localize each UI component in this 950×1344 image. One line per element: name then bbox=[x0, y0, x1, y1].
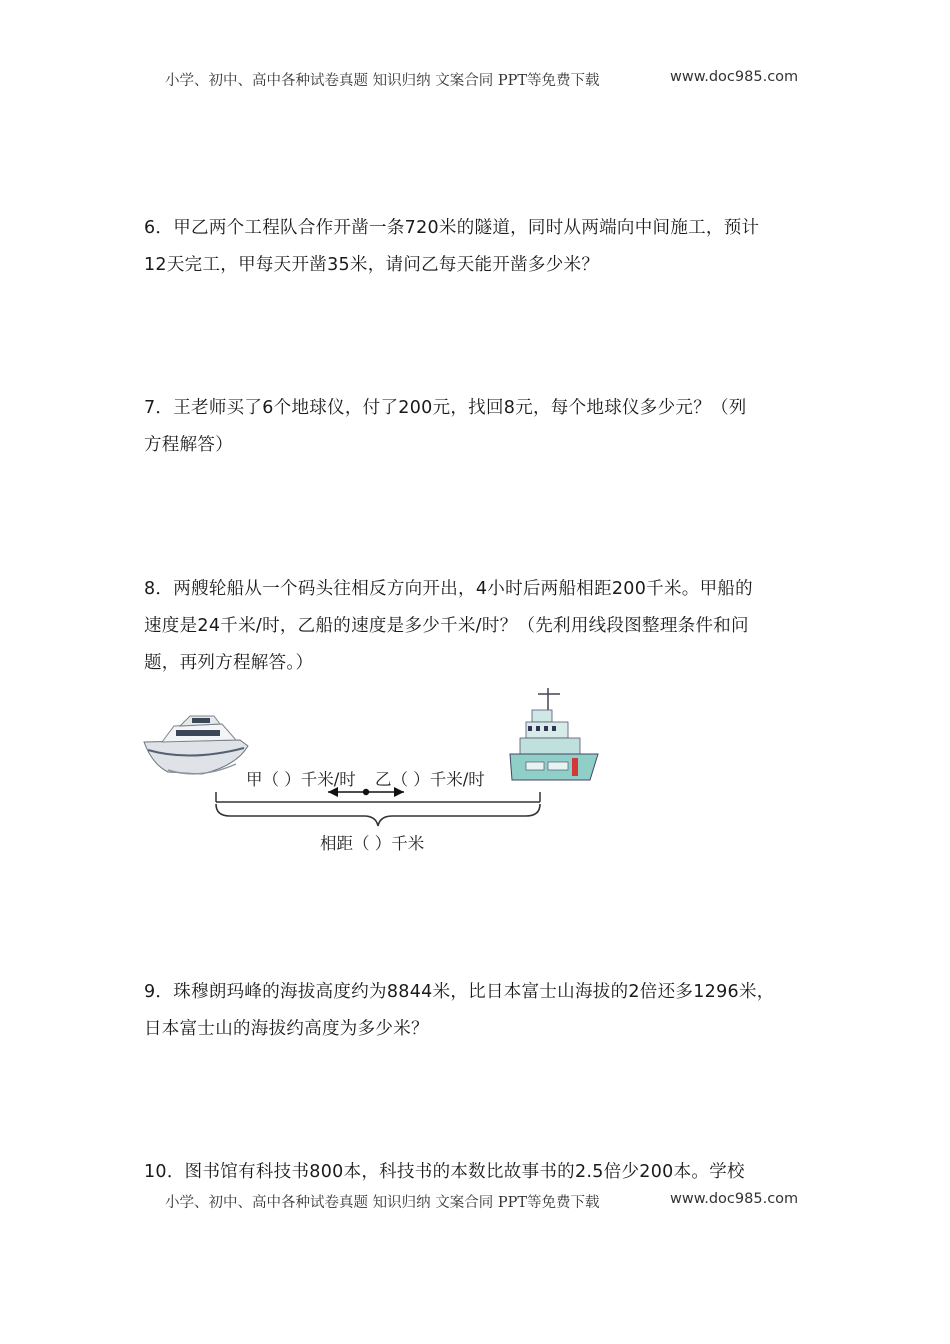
question-line: 速度是24千米/时，乙船的速度是多少千米/时？（先利用线段图整理条件和问 bbox=[144, 616, 749, 636]
question-line: 日本富士山的海拔约高度为多少米？ bbox=[144, 1019, 429, 1039]
question-line: 7．王老师买了6个地球仪，付了200元，找回8元，每个地球仪多少元？（列 bbox=[144, 398, 747, 418]
distance-brace bbox=[216, 804, 540, 826]
ship-icon bbox=[510, 688, 598, 780]
header-url[interactable]: www.doc985.com bbox=[670, 69, 799, 85]
header-text: 小学、初中、高中各种试卷真题 知识归纳 文案合同 PPT等免费下载 bbox=[165, 73, 600, 89]
question-line: 6．甲乙两个工程队合作开凿一条720米的隧道，同时从两端向中间施工，预计 bbox=[144, 218, 760, 238]
question-8 bbox=[144, 571, 808, 682]
footer-url[interactable]: www.doc985.com bbox=[670, 1191, 799, 1207]
question-line: 题，再列方程解答。） bbox=[144, 653, 314, 673]
question-6 bbox=[144, 210, 808, 284]
page-header bbox=[165, 69, 799, 90]
label-yi-speed: 乙（ ）千米/时 bbox=[375, 770, 485, 789]
question-line: 10．图书馆有科技书800本，科技书的本数比故事书的2.5倍少200本。学校 bbox=[144, 1162, 745, 1182]
question-line: 8．两艘轮船从一个码头往相反方向开出，4小时后两船相距200千米。甲船的 bbox=[144, 579, 753, 599]
question-7 bbox=[144, 390, 808, 464]
label-jia-speed: 甲（ ）千米/时 bbox=[246, 770, 356, 789]
question-line: 方程解答） bbox=[144, 435, 233, 455]
yacht-icon bbox=[144, 716, 248, 774]
label-distance: 相距（ ）千米 bbox=[320, 834, 425, 853]
question-line: 12天完工，甲每天开凿35米，请问乙每天能开凿多少米？ bbox=[144, 255, 600, 275]
footer-text: 小学、初中、高中各种试卷真题 知识归纳 文案合同 PPT等免费下载 bbox=[165, 1195, 600, 1211]
line-segment-diagram bbox=[140, 680, 610, 860]
question-line: 9．珠穆朗玛峰的海拔高度约为8844米，比日本富士山海拔的2倍还多1296米， bbox=[144, 982, 775, 1002]
question-9 bbox=[144, 974, 808, 1048]
page-footer bbox=[165, 1191, 799, 1212]
question-10 bbox=[144, 1154, 808, 1191]
